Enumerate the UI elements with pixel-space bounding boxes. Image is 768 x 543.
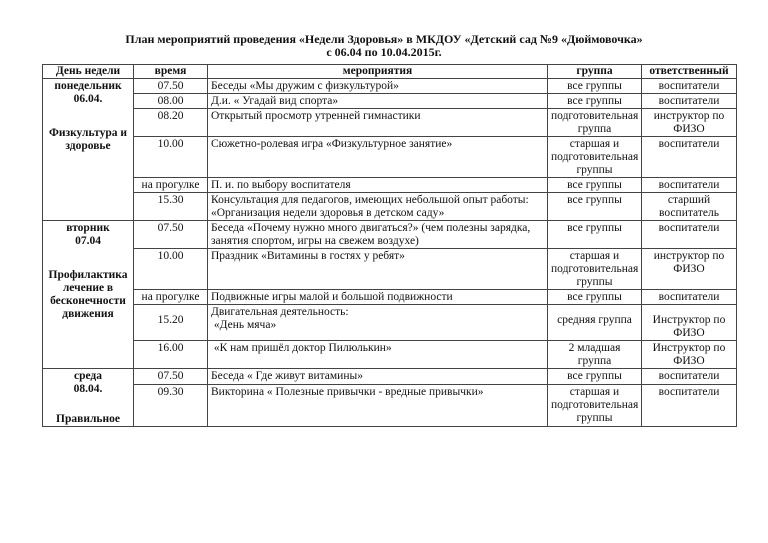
event-cell: Беседа «Почему нужно много двигаться?» (чем полезны зарядка, занятия спортом, игры на свежем воздухе) [208, 221, 548, 249]
group-cell [548, 305, 642, 341]
table-row [43, 109, 737, 137]
title-line-2: с 06.04 по 10.04.2015г. [326, 45, 442, 59]
event-cell: Праздник «Витамины в гостях у ребят» [208, 249, 548, 290]
day-theme: Профилактика лечение в бесконечности движения [48, 269, 128, 320]
responsible-cell: инструктор по ФИЗО [642, 249, 737, 290]
table-row [43, 290, 737, 305]
group-cell: старшая и подготовительная группы [548, 384, 642, 426]
responsible-cell: воспитатели [642, 94, 737, 109]
time-cell: 07.50 [134, 79, 208, 94]
responsible-cell: воспитатели [642, 369, 737, 385]
responsible-value: Инструктор по ФИЗО [652, 314, 726, 339]
schedule-table [42, 64, 737, 427]
table-row [43, 94, 737, 109]
day-cell-tuesday [43, 221, 134, 369]
responsible-cell: воспитатели [642, 221, 737, 249]
responsible-cell: воспитатели [642, 178, 737, 193]
responsible-cell: воспитатели [642, 384, 737, 426]
event-text: «День мяча» [213, 319, 277, 331]
event-cell: Д.и. « Угадай вид спорта» [208, 94, 548, 109]
table-row [43, 305, 737, 341]
time-cell: 07.50 [134, 369, 208, 385]
time-value: 15.20 [157, 314, 184, 326]
time-cell: 15.30 [134, 193, 208, 221]
table-row [43, 137, 737, 178]
time-cell: 09.30 [134, 384, 208, 426]
day-cell-wednesday [43, 369, 134, 427]
group-cell: 2 младшая группа [548, 341, 642, 369]
day-date: 06.04. [73, 93, 103, 105]
time-cell: на прогулке [134, 178, 208, 193]
table-row [43, 221, 737, 249]
group-cell: подготовительная группа [548, 109, 642, 137]
event-cell: Консультация для педагогов, имеющих небольшой опыт работы: «Организация недели здоровья в детском саду» [208, 193, 548, 221]
header-group: группа [548, 65, 642, 79]
event-cell [208, 341, 548, 369]
table-row [43, 249, 737, 290]
document-title [0, 33, 768, 59]
day-theme: Физкультура и здоровье [48, 127, 128, 152]
time-cell: 07.50 [134, 221, 208, 249]
day-name: среда [73, 370, 103, 382]
event-cell: Беседа « Где живут витамины» [208, 369, 548, 385]
time-cell: 10.00 [134, 137, 208, 178]
event-cell: Викторина « Полезные привычки - вредные привычки» [208, 384, 548, 426]
table-row [43, 193, 737, 221]
event-text: «К нам пришёл доктор Пилюлькин» [213, 342, 392, 354]
day-theme: Правильное [56, 413, 120, 425]
responsible-cell: Инструктор по ФИЗО [642, 341, 737, 369]
responsible-cell [642, 305, 737, 341]
event-cell: Беседы «Мы дружим с физкультурой» [208, 79, 548, 94]
responsible-cell: воспитатели [642, 137, 737, 178]
day-name: вторник [66, 222, 110, 234]
group-cell: все группы [548, 94, 642, 109]
event-cell: Открытый просмотр утренней гимнастики [208, 109, 548, 137]
group-cell: все группы [548, 79, 642, 94]
time-cell: на прогулке [134, 290, 208, 305]
time-cell: 10.00 [134, 249, 208, 290]
event-cell: П. и. по выбору воспитателя [208, 178, 548, 193]
group-cell: старшая и подготовительная группы [548, 137, 642, 178]
time-cell: 08.20 [134, 109, 208, 137]
title-line-1: План мероприятий проведения «Недели Здоровья» в МКДОУ «Детский сад №9 «Дюймовочка» [125, 32, 643, 46]
event-heading: Двигательная деятельность: [211, 306, 349, 318]
responsible-cell: инструктор по ФИЗО [642, 109, 737, 137]
group-value: средняя группа [557, 314, 632, 326]
group-cell: все группы [548, 221, 642, 249]
responsible-cell: воспитатели [642, 79, 737, 94]
day-name: понедельник [54, 80, 122, 92]
header-event: мероприятия [208, 65, 548, 79]
header-day: День недели [43, 65, 134, 79]
time-cell [134, 305, 208, 341]
group-cell: все группы [548, 290, 642, 305]
group-cell: все группы [548, 193, 642, 221]
day-date: 07.04 [75, 235, 101, 247]
table-row [43, 369, 737, 385]
group-cell: все группы [548, 178, 642, 193]
event-cell [208, 305, 548, 341]
header-time: время [134, 65, 208, 79]
day-date: 08.04. [73, 383, 103, 395]
event-cell: Подвижные игры малой и большой подвижности [208, 290, 548, 305]
table-row [43, 79, 737, 94]
table-row [43, 384, 737, 426]
header-responsible: ответственный [642, 65, 737, 79]
group-cell: старшая и подготовительная группы [548, 249, 642, 290]
table-row [43, 341, 737, 369]
responsible-cell: воспитатели [642, 290, 737, 305]
group-cell: все группы [548, 369, 642, 385]
day-cell-monday [43, 79, 134, 221]
table-row [43, 178, 737, 193]
time-cell: 08.00 [134, 94, 208, 109]
responsible-cell: старший воспитатель [642, 193, 737, 221]
header-row [43, 65, 737, 79]
event-cell: Сюжетно-ролевая игра «Физкультурное занятие» [208, 137, 548, 178]
time-cell: 16.00 [134, 341, 208, 369]
